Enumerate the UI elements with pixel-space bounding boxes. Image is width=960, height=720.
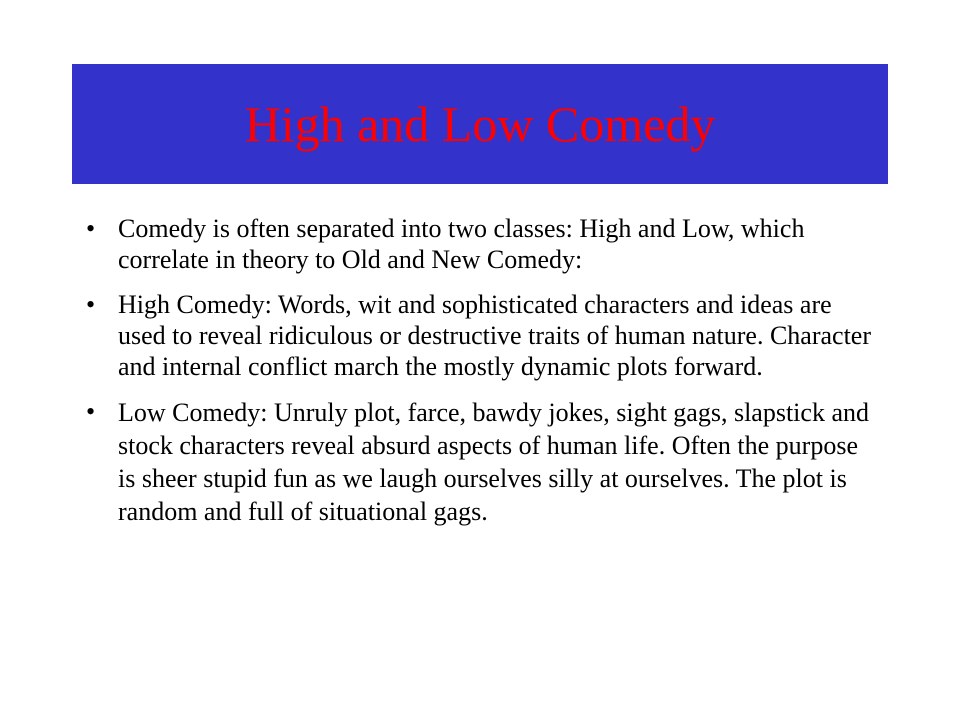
bullet-item [76,289,876,382]
bullet-icon: • [86,397,96,426]
bullet-icon: • [86,214,96,243]
bullet-item [76,396,876,528]
bullet-text: Comedy is often separated into two classes: High and Low, which correlate in theory to Old and New Comedy: [118,214,805,274]
bullet-icon: • [86,290,96,319]
bullet-text: Low Comedy: Unruly plot, farce, bawdy jokes, sight gags, slapstick and stock characters reveal absurd aspects of human life. Often the purpose is sheer stupid fun as we laugh ourselves silly at ourselves. The plot is random and full of situational gags. [118,398,869,526]
bullet-text: High Comedy: Words, wit and sophisticated characters and ideas are used to reveal ridiculous or destructive traits of human nature. Character and internal conflict march the mostly dynamic plots forward. [118,290,872,381]
bullet-item [76,213,876,275]
slide-title: High and Low Comedy [244,96,716,152]
bullet-list [76,213,876,542]
title-bar [72,64,888,184]
